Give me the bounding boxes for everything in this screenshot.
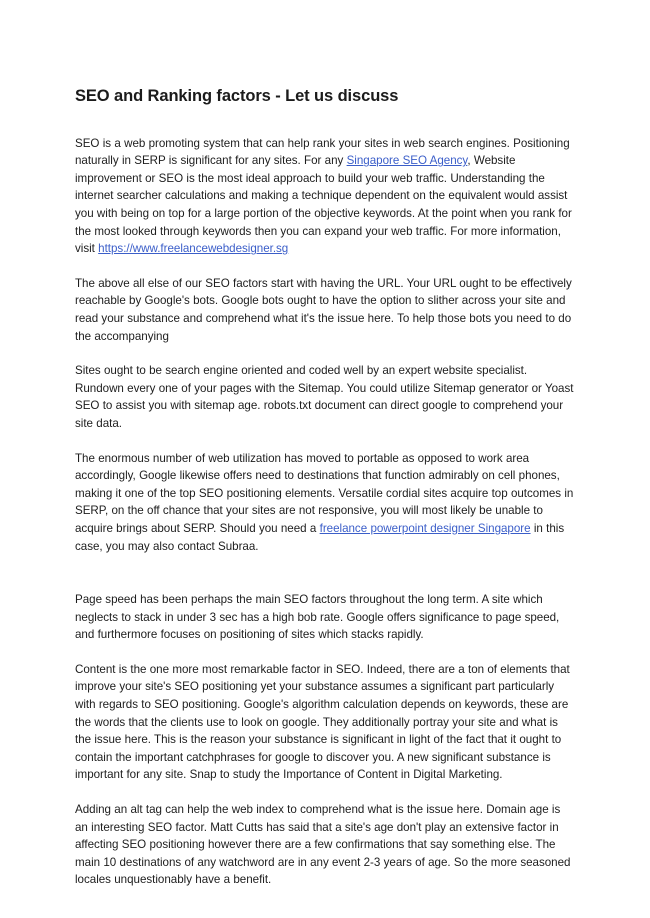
paragraph-sitemap [75, 362, 575, 432]
page-title: SEO and Ranking factors - Let us discuss [75, 87, 399, 105]
paragraph-page-speed [75, 591, 575, 644]
paragraph-url-bots [75, 275, 575, 345]
inline-link[interactable]: freelance powerpoint designer Singapore [319, 521, 531, 535]
paragraph-alt-tag [75, 801, 575, 889]
inline-link[interactable]: https://www.freelancewebdesigner.sg [98, 242, 289, 256]
paragraph-text: Content is the one more most remarkable factor in SEO. Indeed, there are a ton of elements that improve your site's SEO positioning yet your substance assumes a significant part particularly with regards to SEO positioning. Google's algorithm calculation depends on keywords, these are the words that the clients use to look on google. They additionally portray your site and what is the issue here. This is the reason your substance is significant in light of the fact that it ought to contain the important catchphrases for google to discover you. A new significant substance is important for any site. Snap to study the Importance of Content in Digital Marketing. [75, 662, 570, 782]
paragraph-mobile [75, 450, 575, 556]
paragraph-text: The above all else of our SEO factors start with having the URL. Your URL ought to be effectively reachable by Google's bots. Google bots ought to have the option to slither across your site and read your substance and comprehend what it's the issue here. To help those bots you need to do the accompanying [75, 276, 572, 343]
paragraph-intro [75, 135, 575, 258]
paragraph-text: Adding an alt tag can help the web index to comprehend what is the issue here. Domain age is an interesting SEO factor. Matt Cutts has said that a site's age don't play an extensive factor in affecting SEO positioning however there are a few confirmations that say something else. The main 10 destinations of any watchword are in any event 2-3 years of age. So the more seasoned locales unquestionably have a benefit. [75, 803, 571, 887]
paragraph-text: , Website improvement or SEO is the most ideal approach to build your web traffic. Understanding the internet searcher calculations and making a technique dependent on the equivalent would assist you with being on top for a large portion of the objective keywords. At the point when you rank for the most looked through keywords then you can expand your web traffic. For more information, visit [75, 154, 572, 256]
paragraph-text: Sites ought to be search engine oriented and coded well by an expert website specialist. Rundown every one of your pages with the Sitemap. You could utilize Sitemap generator or Yoast SEO to assist you with sitemap age. robots.txt document can direct google to comprehend your site data. [75, 364, 574, 430]
paragraph-text: Page speed has been perhaps the main SEO factors throughout the long term. A site which neglects to stack in under 3 sec has a high bob rate. Google offers significance to page speed, and furthermore focuses on positioning of sites which stacks rapidly. [75, 593, 560, 642]
paragraph-text: The enormous number of web utilization has moved to portable as opposed to work area accordingly, Google likewise offers need to destinations that function admirably on cell phones, making it one of the top SEO positioning elements. Versatile cordial sites acquire top outcomes in SERP, on the off chance that your sites are not responsive, you will most likely be unable to acquire brings about SERP. Should you need a [75, 451, 574, 535]
paragraph-text: SEO is a web promoting system that can help rank your sites in web search engines. Positioning naturally in SERP is significant for any sites. For any [75, 136, 570, 168]
paragraph-content [75, 661, 575, 784]
paragraph-text: in this case, you may also contact Subraa. [75, 521, 565, 553]
inline-link[interactable]: Singapore SEO Agency [346, 154, 468, 168]
document-body [75, 135, 575, 889]
